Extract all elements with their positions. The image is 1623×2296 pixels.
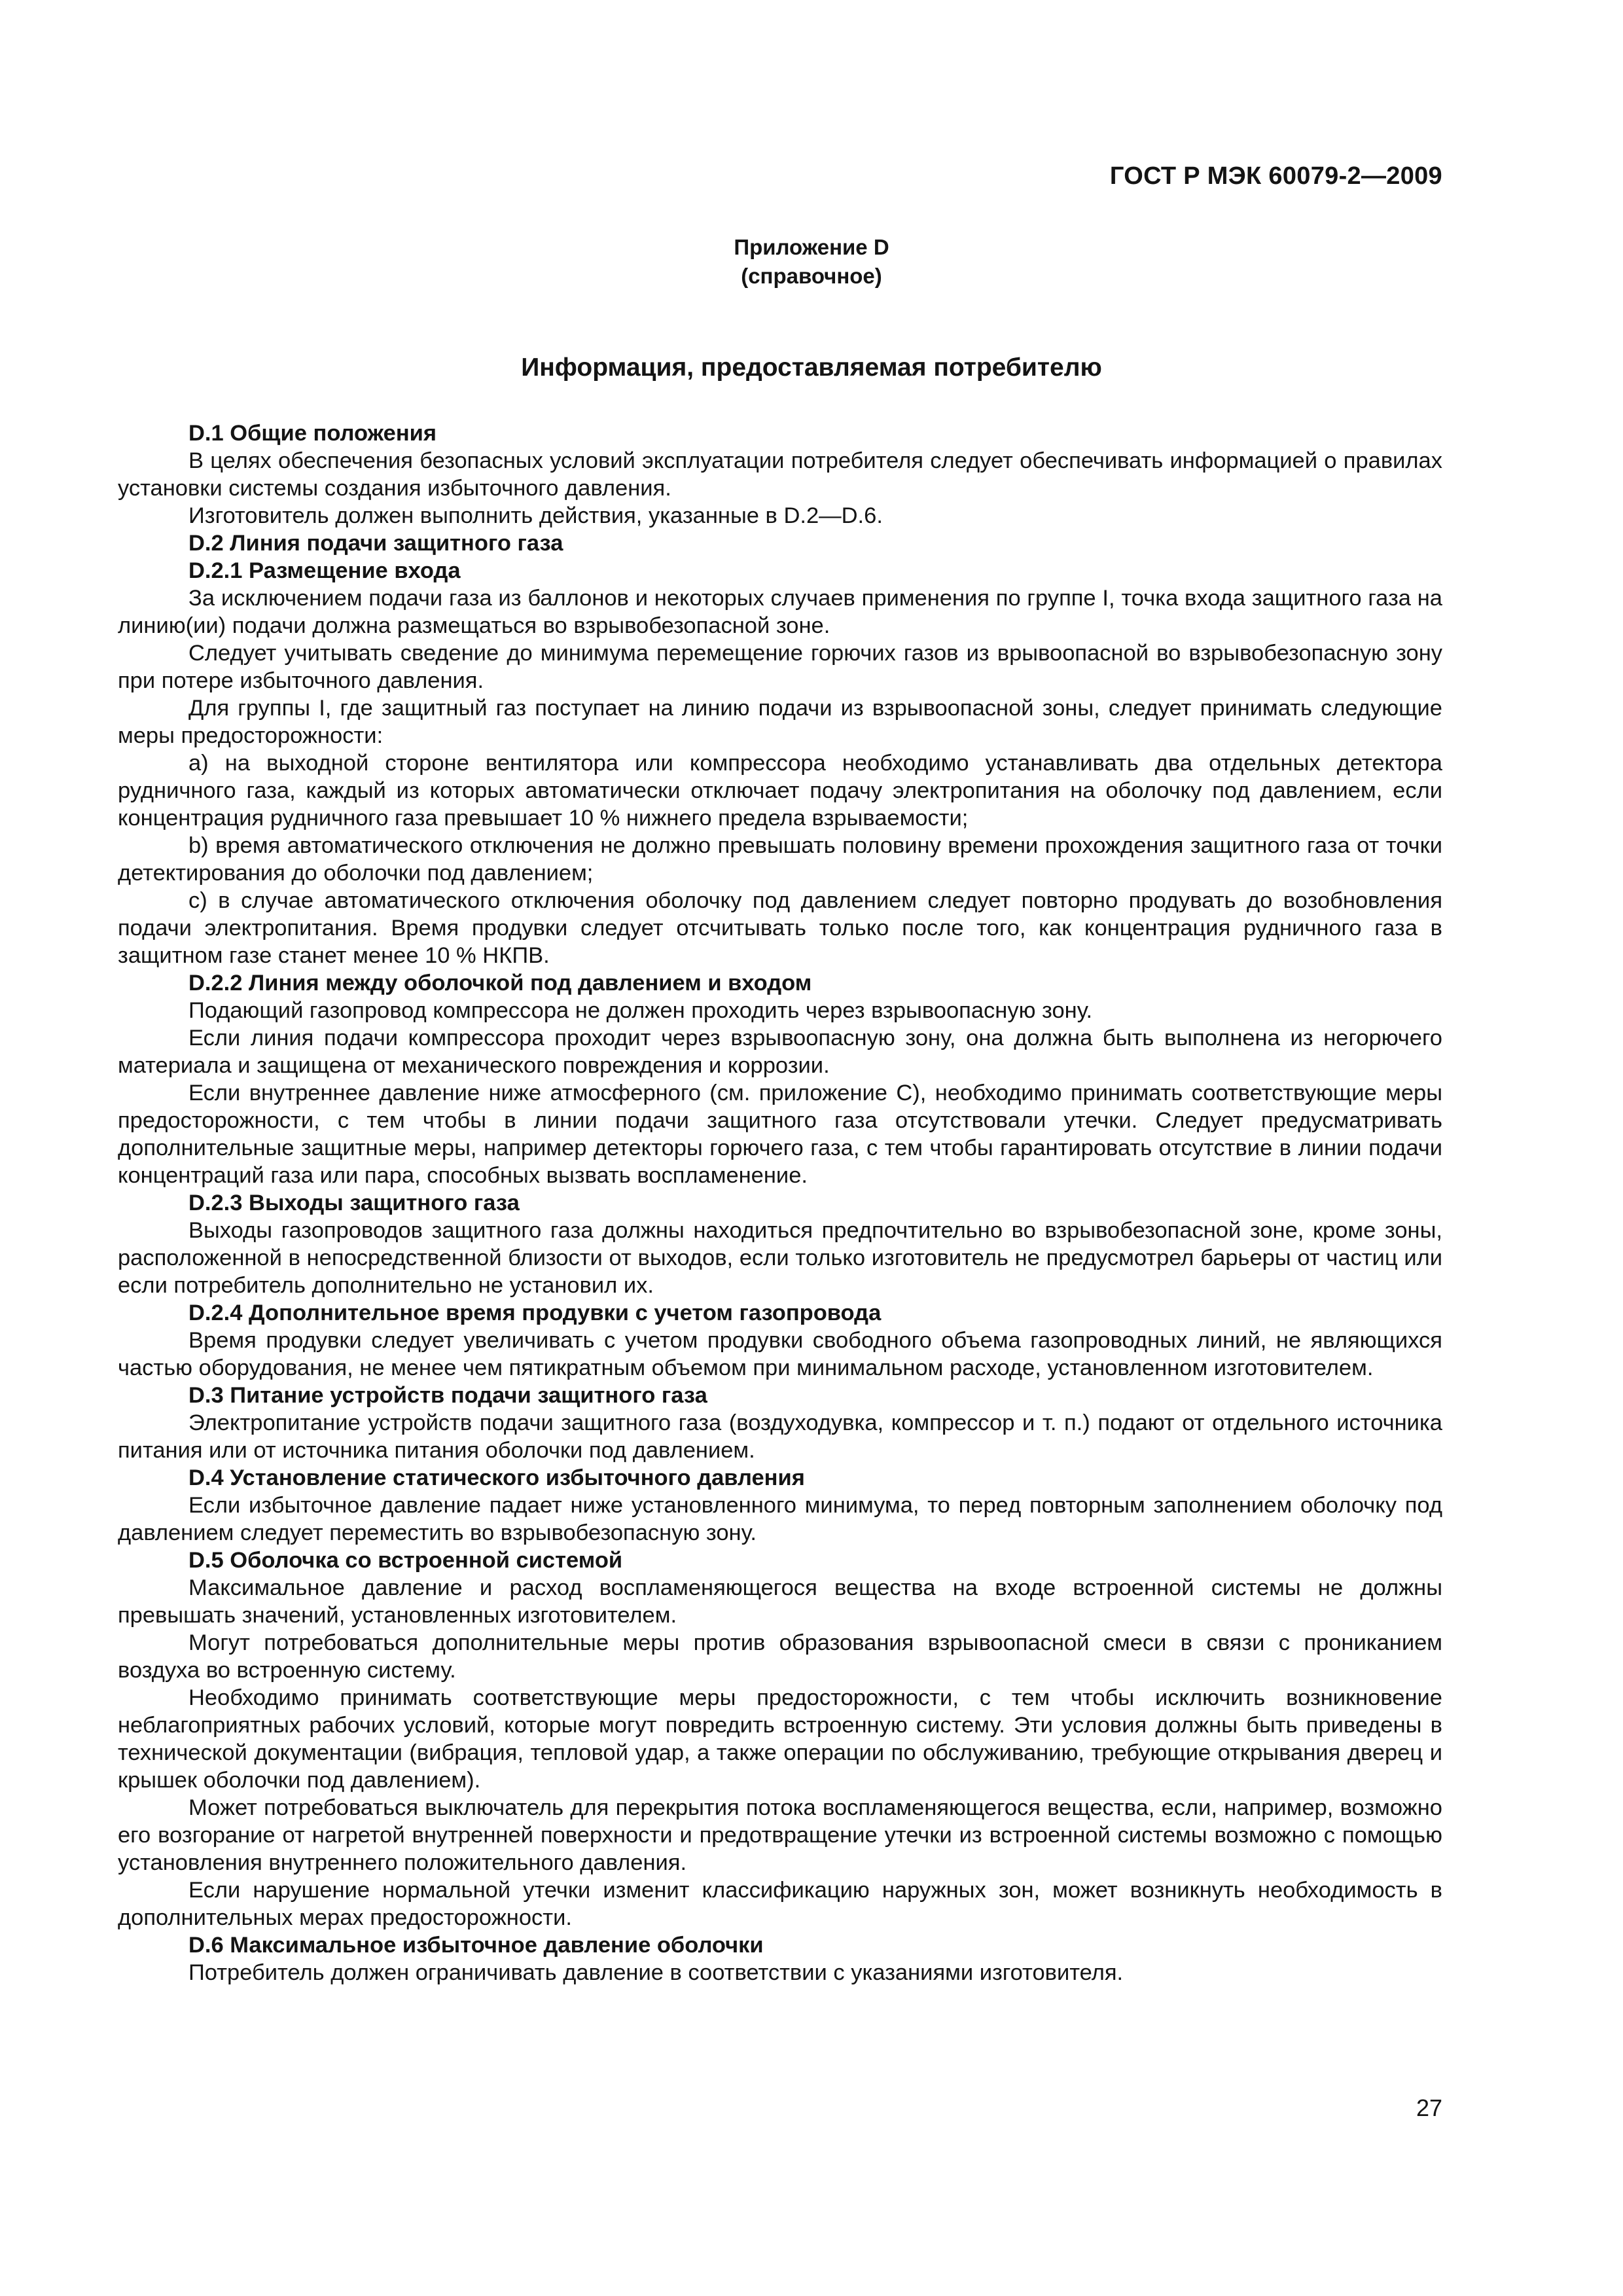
section-heading-d2-3: D.2.3 Выходы защитного газа [188, 1191, 520, 1215]
section-heading-d4: D.4 Установление статического избыточного давления [188, 1465, 805, 1490]
section-heading-d2-4: D.2.4 Дополнительное время продувки с учетом газопровода [188, 1300, 882, 1325]
document-code: ГОСТ Р МЭК 60079-2—2009 [1109, 162, 1442, 190]
appendix-heading [0, 233, 1623, 291]
section-heading-d2-2: D.2.2 Линия между оболочкой под давлением и входом [188, 971, 812, 996]
paragraph: Если избыточное давление падает ниже установленного минимума, то перед повторным заполнением оболочку под давлением следует переместить во взрывобезопасную зону. [118, 1493, 1442, 1545]
paragraph: Изготовитель должен выполнить действия, указанные в D.2—D.6. [188, 503, 883, 528]
paragraph: Потребитель должен ограничивать давление в соответствии с указаниями изготовителя. [188, 1960, 1124, 1985]
paragraph: Подающий газопровод компрессора не должен проходить через взрывоопасную зону. [188, 998, 1093, 1023]
paragraph: За исключением подачи газа из баллонов и некоторых случаев применения по группе I, точка входа защитного газа на линию(ии) подачи должна размещаться во взрывобезопасной зоне. [118, 586, 1442, 638]
paragraph: Если линия подачи компрессора проходит через взрывоопасную зону, она должна быть выполнена из негорючего материала и защищена от механического повреждения и коррозии. [118, 1026, 1442, 1078]
document-body [118, 420, 1442, 1986]
paragraph: Может потребоваться выключатель для перекрытия потока воспламеняющегося вещества, если, например, возможно его возгорание от нагретой внутренней поверхности и предотвращение утечки из встроенной системы возможно с помощью установления внутреннего положительного давления. [118, 1795, 1442, 1875]
paragraph: Время продувки следует увеличивать с учетом продувки свободного объема газопроводных линий, не являющихся частью оборудования, не менее чем пятикратным объемом при минимальном расходе, установленном изготовителем. [118, 1328, 1442, 1380]
section-heading-d2-1: D.2.1 Размещение входа [188, 558, 461, 583]
list-item-b: b) время автоматического отключения не должно превышать половину времени прохождения защитного газа от точки детектирования до оболочки под давлением; [118, 833, 1442, 886]
paragraph: Для группы I, где защитный газ поступает на линию подачи из взрывоопасной зоны, следует принимать следующие меры предосторожности: [118, 696, 1442, 748]
section-heading-d1: D.1 Общие положения [188, 421, 437, 446]
list-item-c: c) в случае автоматического отключения оболочку под давлением следует повторно продувать до возобновления подачи электропитания. Время продувки следует отсчитывать только после того, как концентрация рудничного газа в защитном газе станет менее 10 % НКПВ. [118, 888, 1442, 968]
section-heading-d3: D.3 Питание устройств подачи защитного газа [188, 1383, 707, 1408]
paragraph: Если внутреннее давление ниже атмосферного (см. приложение C), необходимо принимать соответствующие меры предосторожности, с тем чтобы в линии подачи защитного газа отсутствовали утечки. Следует предусматривать дополнительные защитные меры, например детекторы горючего газа, с тем чтобы гарантировать отсутствие в линии подачи концентраций газа или пара, способных вызвать воспламенение. [118, 1081, 1442, 1188]
list-item-a: a) на выходной стороне вентилятора или компрессора необходимо устанавливать два отдельных детектора рудничного газа, каждый из которых автоматически отключает подачу электропитания на оболочку под давлением, если концентрация рудничного газа превышает 10 % нижнего предела взрываемости; [118, 751, 1442, 831]
paragraph: В целях обеспечения безопасных условий эксплуатации потребителя следует обеспечивать информацией о правилах установки системы создания избыточного давления. [118, 448, 1442, 501]
paragraph: Электропитание устройств подачи защитного газа (воздуходувка, компрессор и т. п.) подают от отдельного источника питания или от источника питания оболочки под давлением. [118, 1410, 1442, 1463]
section-heading-d2: D.2 Линия подачи защитного газа [188, 531, 563, 556]
paragraph: Следует учитывать сведение до минимума перемещение горючих газов из врывоопасной во взрывобезопасную зону при потере избыточного давления. [118, 641, 1442, 693]
paragraph: Максимальное давление и расход воспламеняющегося вещества на входе встроенной системы не должны превышать значений, установленных изготовителем. [118, 1575, 1442, 1628]
paragraph: Если нарушение нормальной утечки изменит классификацию наружных зон, может возникнуть необходимость в дополнительных мерах предосторожности. [118, 1878, 1442, 1930]
appendix-label: Приложение D [734, 235, 889, 259]
section-heading-d5: D.5 Оболочка со встроенной системой [188, 1548, 623, 1573]
paragraph: Могут потребоваться дополнительные меры против образования взрывоопасной смеси в связи с прониканием воздуха во встроенную систему. [118, 1630, 1442, 1683]
page-number: 27 [1416, 2094, 1442, 2121]
paragraph: Выходы газопроводов защитного газа должны находиться предпочтительно во взрывобезопасной зоне, кроме зоны, расположенной в непосредственной близости от выходов, если только изготовитель не предусмотрел барьеры от частиц или если потребитель дополнительно не установил их. [118, 1218, 1442, 1298]
page-title: Информация, предоставляемая потребителю [521, 353, 1102, 382]
paragraph: Необходимо принимать соответствующие меры предосторожности, с тем чтобы исключить возникновение неблагоприятных рабочих условий, которые могут повредить встроенную систему. Эти условия должны быть приведены в технической документации (вибрация, тепловой удар, а также операции по обслуживанию, требующие открывания дверец и крышек оболочки под давлением). [118, 1685, 1442, 1793]
appendix-type: (справочное) [741, 264, 882, 288]
section-heading-d6: D.6 Максимальное избыточное давление оболочки [188, 1933, 764, 1958]
